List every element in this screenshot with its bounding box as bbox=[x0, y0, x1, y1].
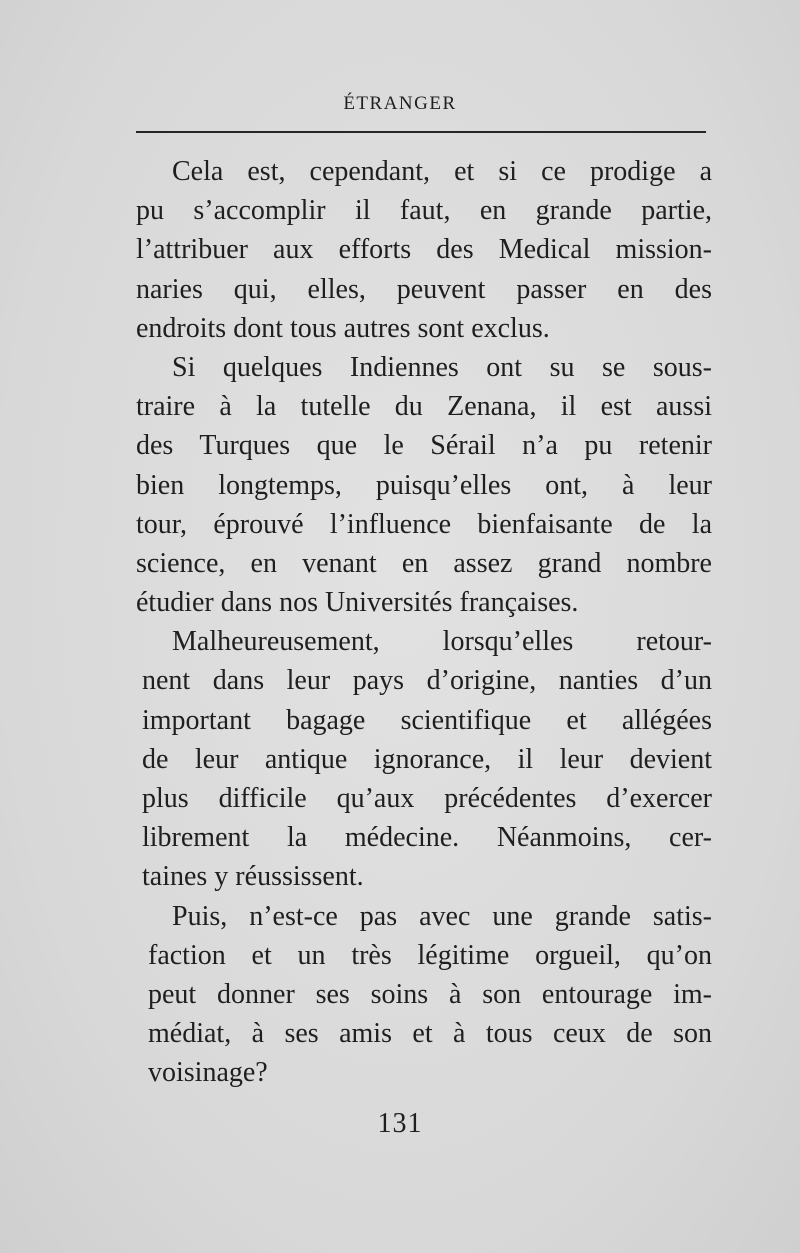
running-head: ÉTRANGER bbox=[343, 93, 457, 114]
text-line: Cela est, cependant, et si ce prodige a bbox=[172, 156, 712, 187]
text-line: faction et un très légitime orgueil, qu’on bbox=[148, 939, 712, 971]
text-line: plus difficile qu’aux précédentes d’exercer bbox=[142, 783, 712, 814]
text-line: endroits dont tous autres sont exclus. bbox=[136, 312, 550, 344]
page-number: 131 bbox=[377, 1108, 423, 1139]
text-line: de leur antique ignorance, il leur devient bbox=[142, 743, 712, 775]
text-line: science, en venant en assez grand nombre bbox=[136, 547, 712, 579]
text-line: Malheureusement, lorsqu’elles retour- bbox=[172, 626, 712, 658]
text-line: traire à la tutelle du Zenana, il est aussi bbox=[136, 391, 712, 423]
text-line: nent dans leur pays d’origine, nanties d’un bbox=[142, 665, 712, 697]
text-line: l’attribuer aux efforts des Medical mission- bbox=[136, 234, 712, 266]
text-line: voisinage? bbox=[148, 1057, 268, 1089]
text-line: bien longtemps, puisqu’elles ont, à leur bbox=[136, 469, 712, 501]
text-line: pu s’accomplir il faut, en grande partie, bbox=[136, 195, 712, 227]
text-line: tour, éprouvé l’influence bienfaisante de la bbox=[136, 508, 712, 540]
text-line: librement la médecine. Néanmoins, cer- bbox=[142, 822, 712, 854]
text-line: étudier dans nos Universités françaises. bbox=[136, 587, 579, 619]
text-line: médiat, à ses amis et à tous ceux de son bbox=[148, 1018, 712, 1050]
text-line: Si quelques Indiennes ont su se sous- bbox=[172, 351, 712, 383]
text-line: taines y réussissent. bbox=[142, 861, 364, 893]
header-rule bbox=[136, 131, 706, 133]
text-line: Puis, n’est-ce pas avec une grande satis- bbox=[172, 900, 712, 932]
text-line: naries qui, elles, peuvent passer en des bbox=[136, 273, 712, 305]
body-text bbox=[136, 152, 712, 1093]
text-line: des Turques que le Sérail n’a pu retenir bbox=[136, 430, 712, 462]
text-line: peut donner ses soins à son entourage im- bbox=[148, 978, 712, 1010]
text-line: important bagage scientifique et allégées bbox=[142, 704, 712, 736]
